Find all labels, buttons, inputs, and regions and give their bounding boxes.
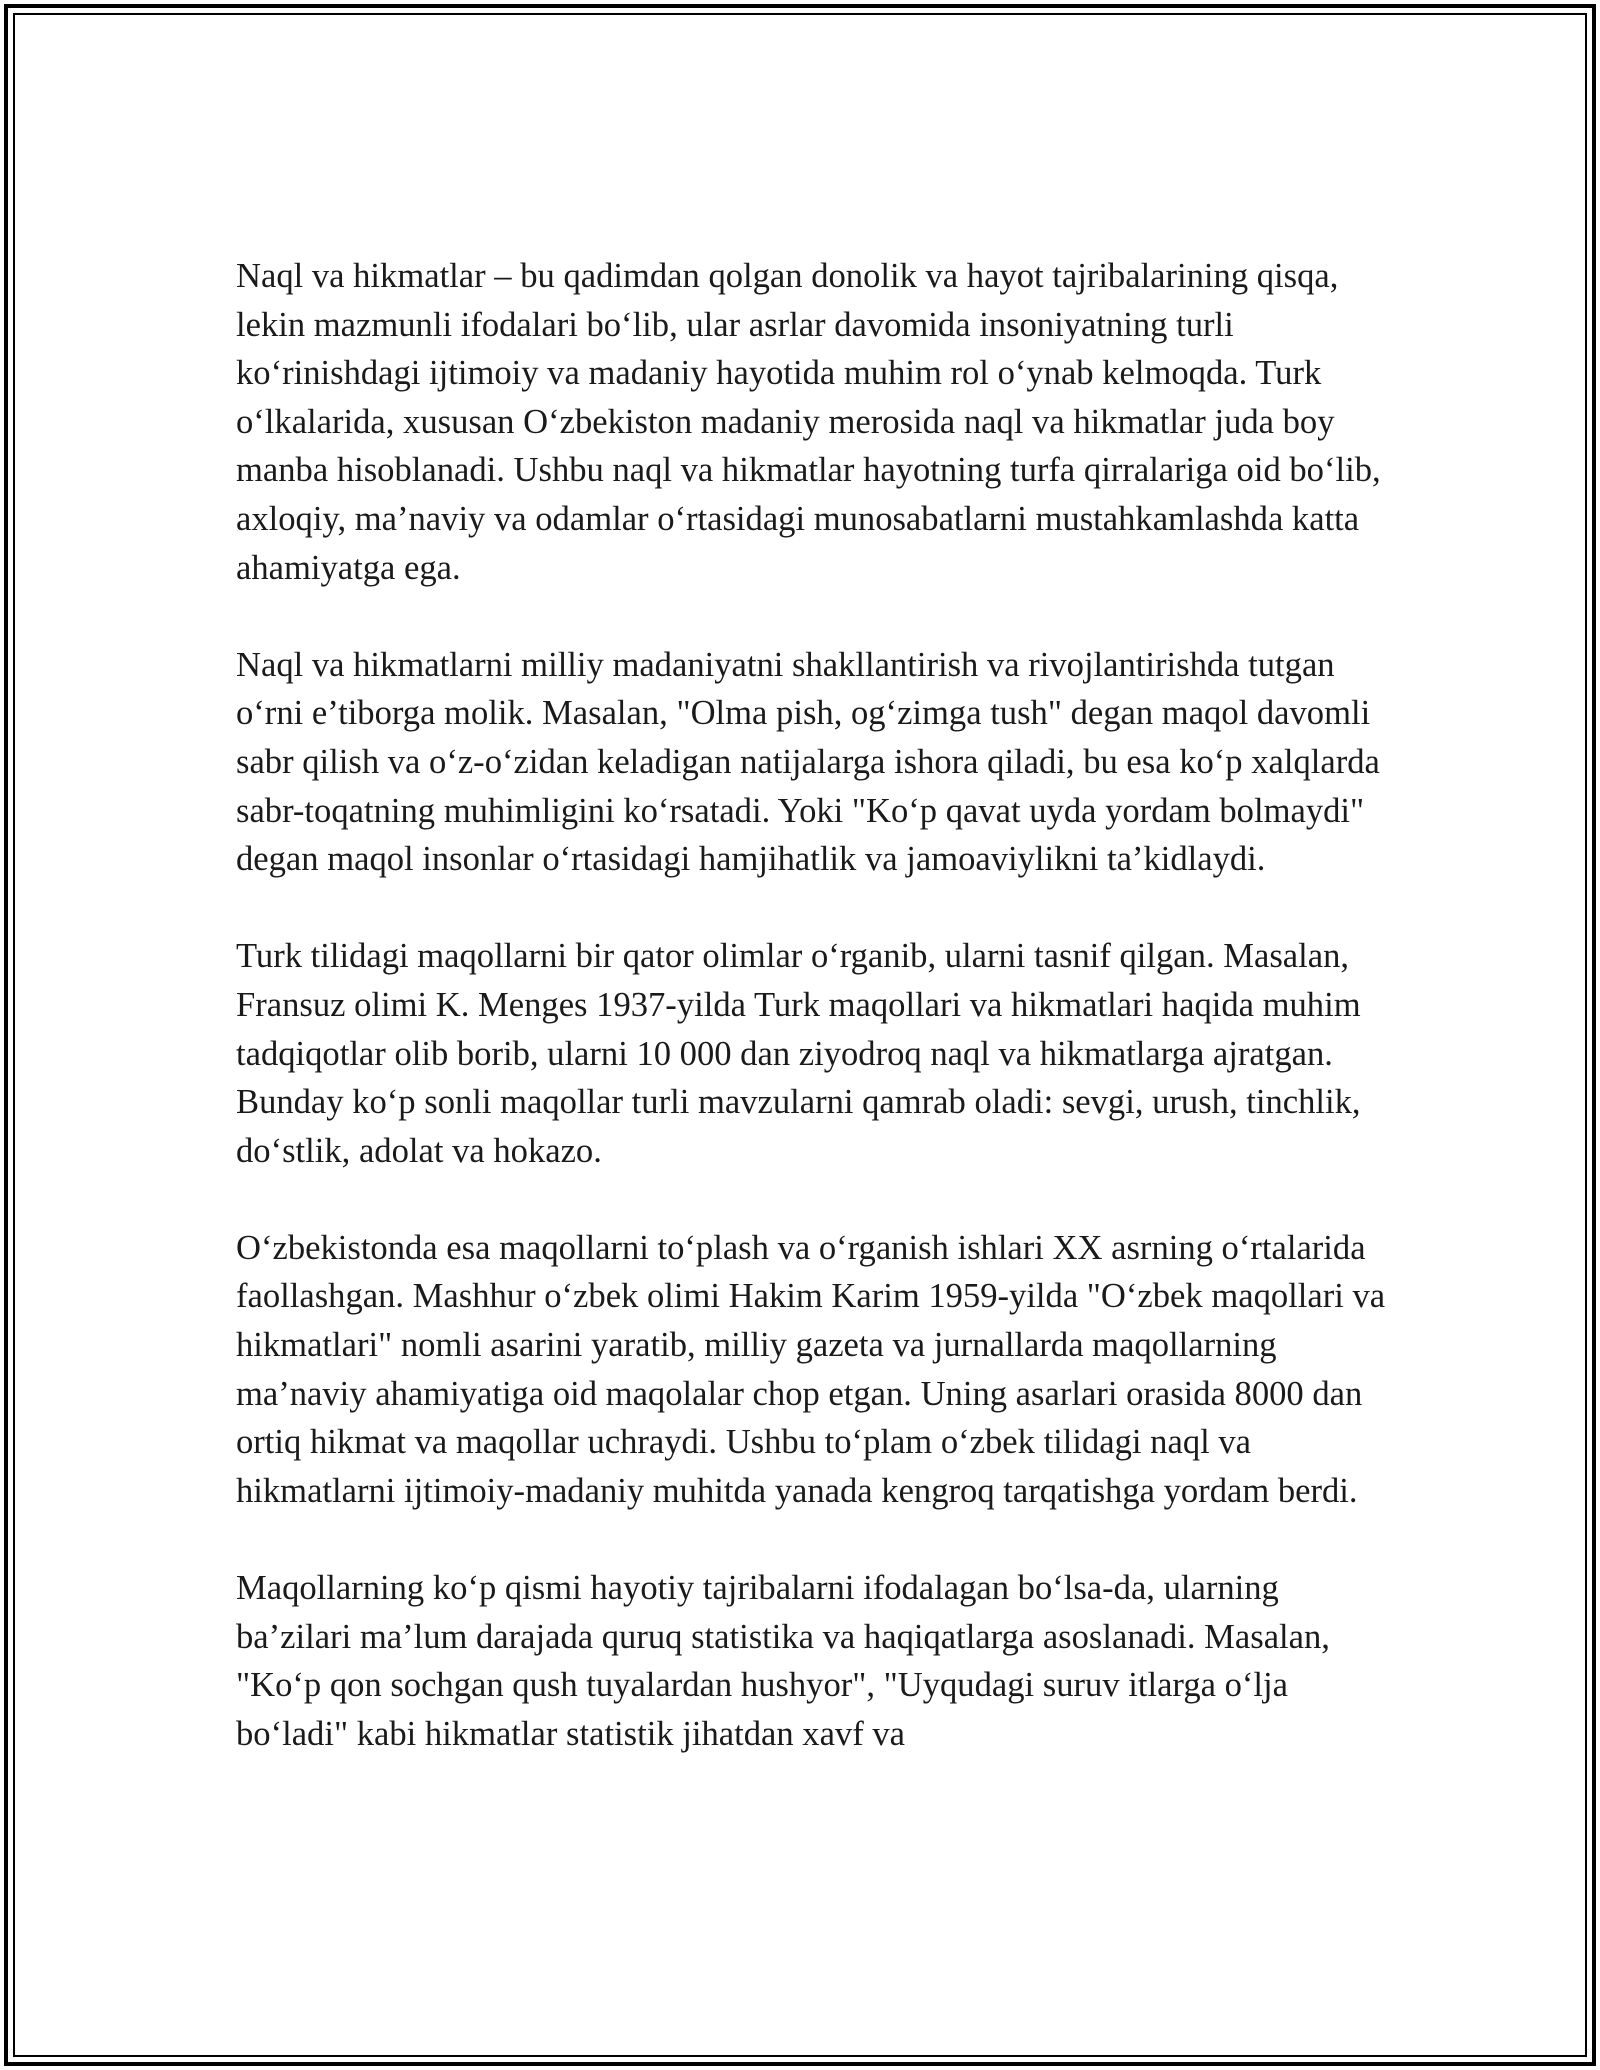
- paragraph-3: Turk tilidagi maqollarni bir qator olimlar o‘rganib, ularni tasnif qilgan. Masalan, Fransuz olimi K. Menges 1937-yilda Turk maqollari va hikmatlari haqida muhim tadqiqotlar olib borib, ularni 10 000 dan ziyodroq naql va hikmatlarga ajratgan. Bunday ko‘p sonli maqollar turli mavzularni qamrab oladi: sevgi, urush, tinchlik, do‘stlik, adolat va hokazo.: [236, 937, 1361, 1170]
- paragraph-2: Naql va hikmatlarni milliy madaniyatni shakllantirish va rivojlantirishda tutgan o‘rni e’tiborga molik. Masalan, "Olma pish, og‘zimga tush" degan maqol davomli sabr qilish va o‘z-o‘zidan keladigan natijalarga ishora qiladi, bu esa ko‘p xalqlarda sabr-toqatning muhimligini ko‘rsatadi. Yoki "Ko‘p qavat uyda yordam bolmaydi" degan maqol insonlar o‘rtasidagi hamjihatlik va jamoaviylikni ta’kidlaydi.: [236, 645, 1380, 879]
- paragraph-4: O‘zbekistonda esa maqollarni to‘plash va o‘rganish ishlari XX asrning o‘rtalarida faollashgan. Mashhur o‘zbek olimi Hakim Karim 1959-yilda "O‘zbek maqollari va hikmatlari" nomli asarini yaratib, milliy gazeta va jurnallarda maqollarning ma’naviy ahamiyatiga oid maqolalar chop etgan. Uning asarlari orasida 8000 dan ortiq hikmat va maqollar uchraydi. Ushbu to‘plam o‘zbek tilidagi naql va hikmatlarni ijtimoiy-madaniy muhitda yanada kengroq tarqatishga yordam berdi.: [236, 1228, 1386, 1510]
- paragraph-1: Naql va hikmatlar – bu qadimdan qolgan donolik va hayot tajribalarining qisqa, lekin mazmunli ifodalari bo‘lib, ular asrlar davomida insoniyatning turli ko‘rinishdagi ijtimoiy va madaniy hayotida muhim rol o‘ynab kelmoqda. Turk o‘lkalarida, xususan O‘zbekiston madaniy merosida naql va hikmatlar juda boy manba hisoblanadi. Ushbu naql va hikmatlar hayotning turfa qirralariga oid bo‘lib, axloqiy, ma’naviy va odamlar o‘rtasidagi munosabatlarni mustahkamlashda katta ahamiyatga ega.: [236, 257, 1381, 587]
- document-body: [236, 252, 1396, 1758]
- paragraph-5: Maqollarning ko‘p qismi hayotiy tajribalarni ifodalagan bo‘lsa-da, ularning ba’zilari ma’lum darajada quruq statistika va haqiqatlarga asoslanadi. Masalan, "Ko‘p qon sochgan qush tuyalardan hushyor", "Uyqudagi suruv itlarga o‘lja bo‘ladi" kabi hikmatlar statistik jihatdan xavf va: [236, 1569, 1330, 1753]
